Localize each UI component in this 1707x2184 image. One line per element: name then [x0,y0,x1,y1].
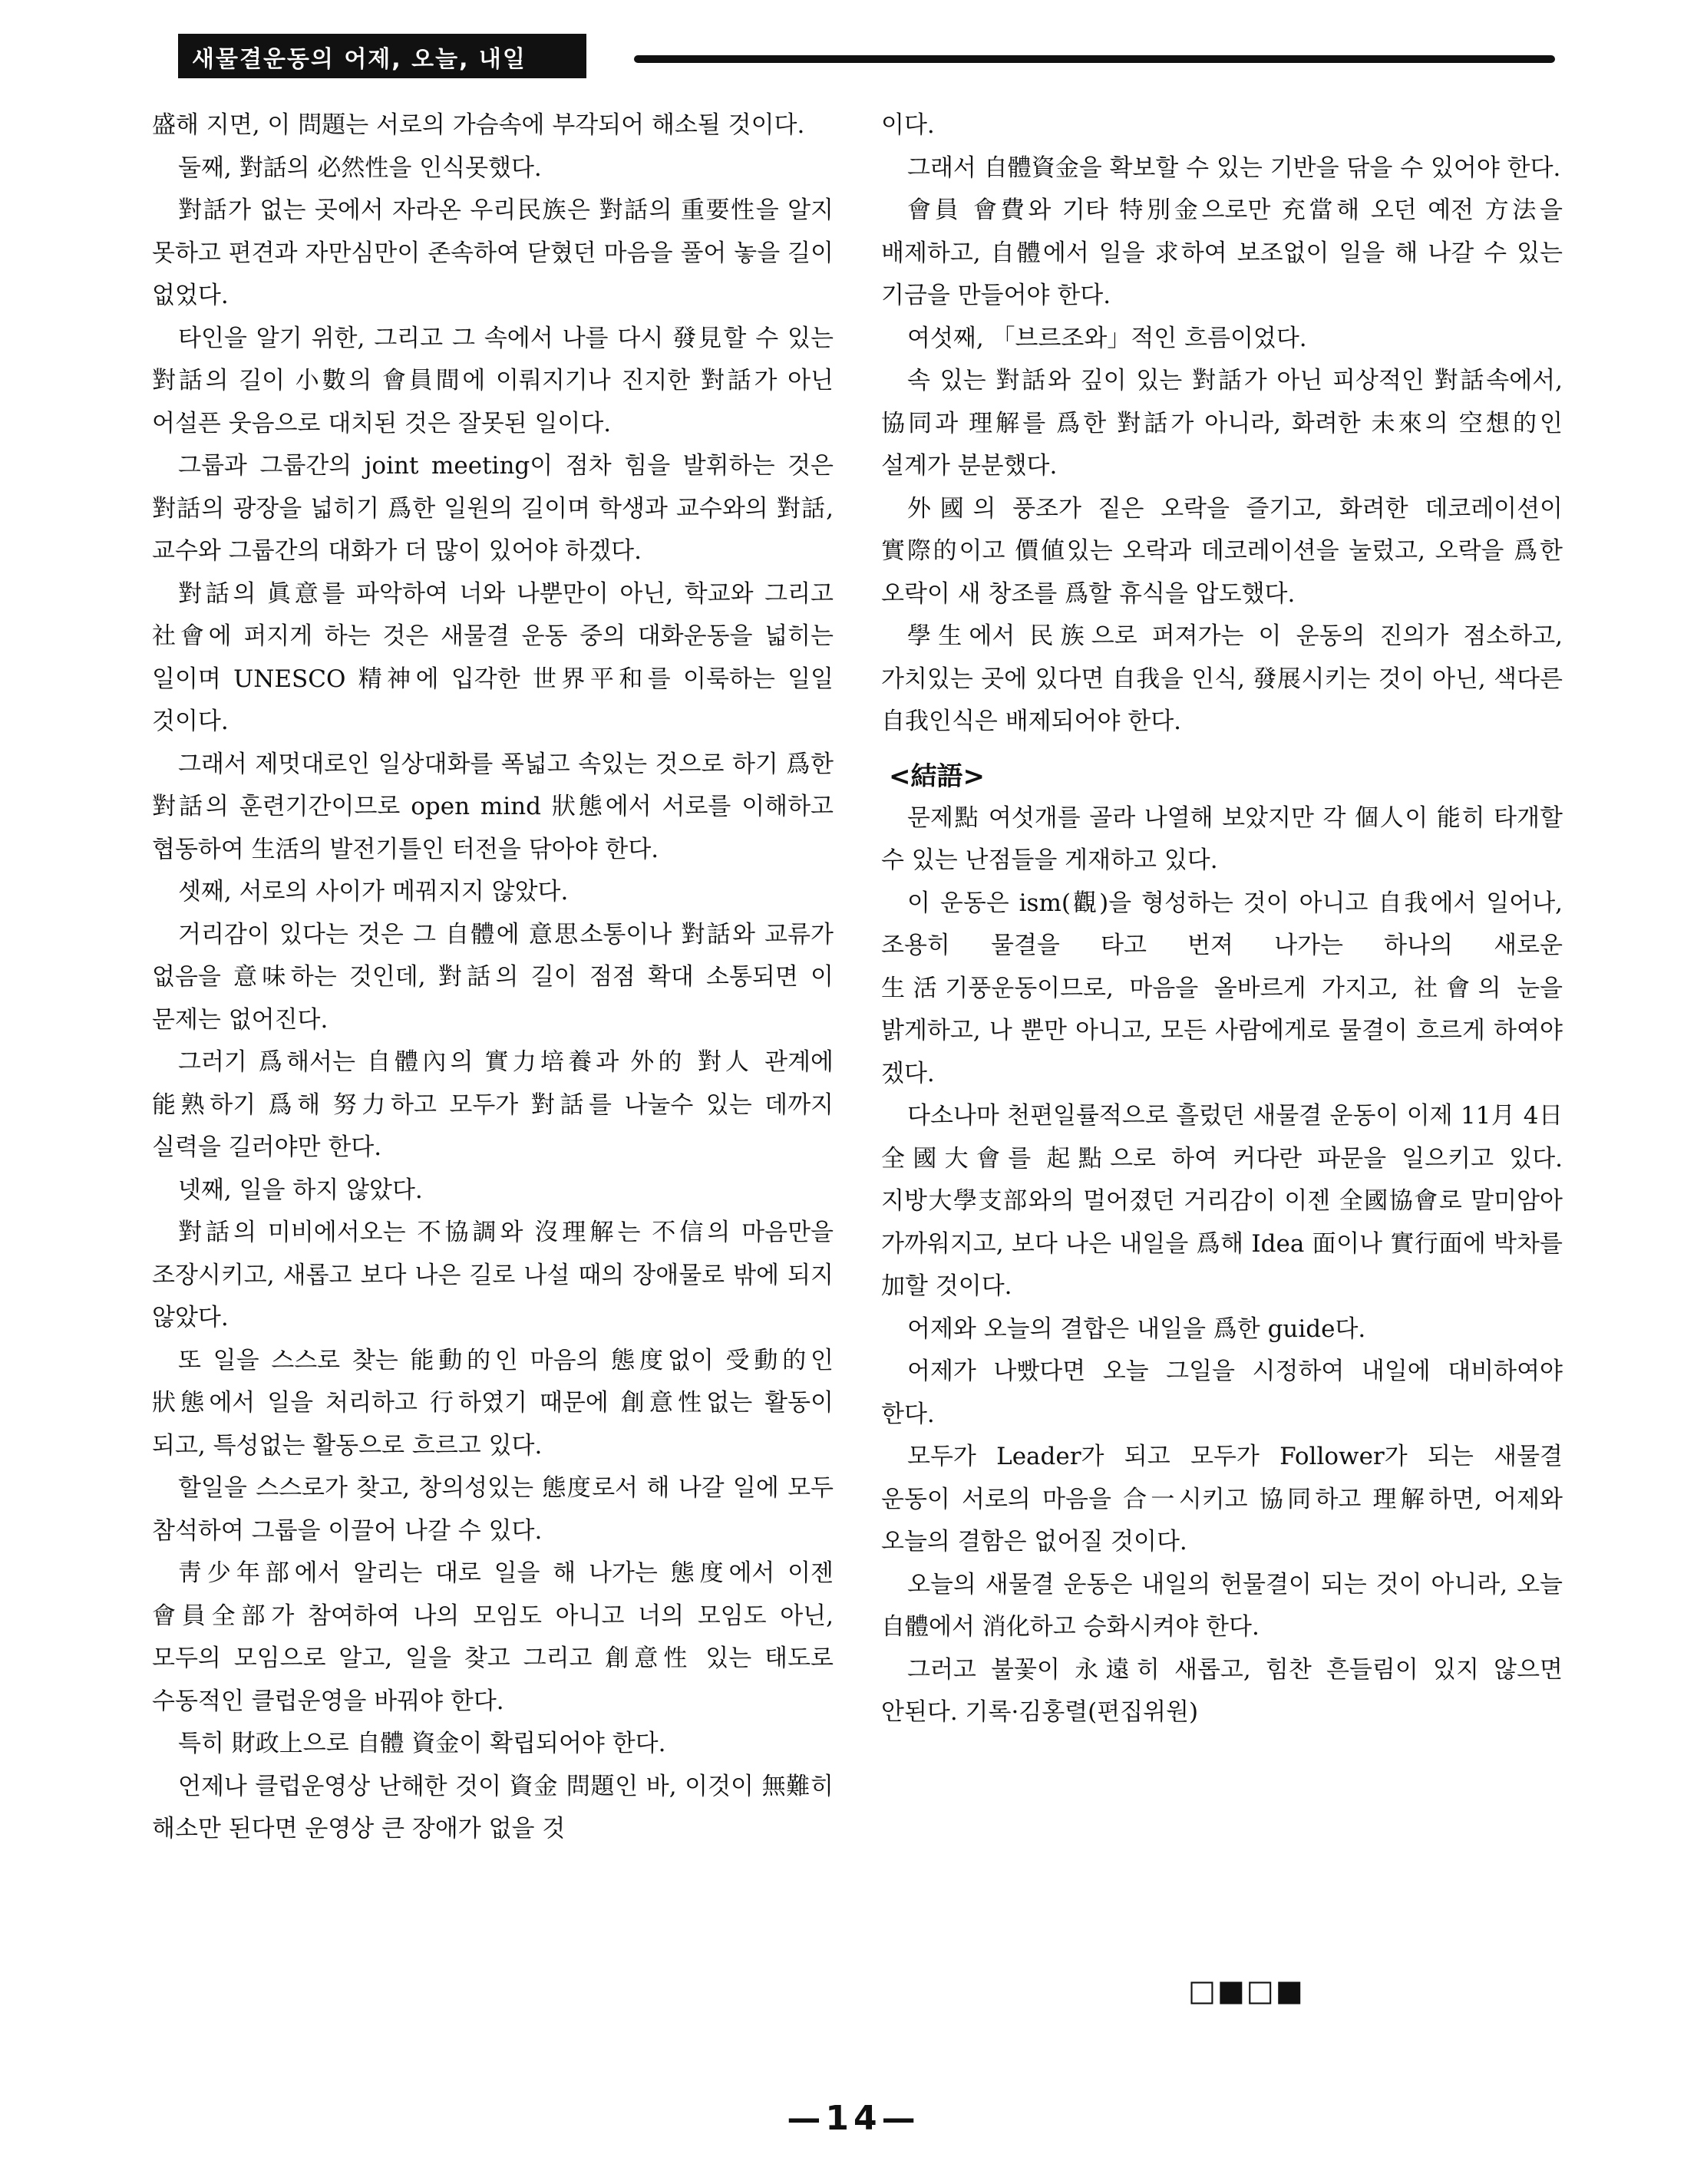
paragraph: 오늘의 새물결 운동은 내일의 헌물결이 되는 것이 아니라, 오늘 自體에서 消化하고 승화시켜야 한다. [881,1570,1563,1641]
running-header [178,34,586,78]
paragraph: 모두가 Leader가 되고 모두가 Follower가 되는 새물결 운동이 서로의 마음을 合一시키고 協同하고 理解하면, 어제와 오늘의 결함은 없어질 것이다. [881,1443,1563,1556]
paragraph: 靑少年部에서 알리는 대로 일을 해 나가는 態度에서 이젠 會員全部가 참여하여 나의 모임도 아니고 너의 모임도 아닌, 모두의 모임으로 알고, 일을 찾고 그리고 創意性 있는 태도로 수동적인 클럽운영을 바꿔야 한다. [152,1559,834,1715]
paragraph: 거리감이 있다는 것은 그 自體에 意思소통이나 對話와 교류가 없음을 意味하는 것인데, 對話의 길이 점점 확대 소통되면 이 문제는 없어진다. [152,920,834,1034]
paragraph: 셋째, 서로의 사이가 메꿔지지 않았다. [178,878,569,906]
paragraph: 타인을 알기 위한, 그리고 그 속에서 나를 다시 發見할 수 있는 對話의 길이 小數의 會員間에 이뤄지기나 진지한 對話가 아닌 어설픈 웃음으로 대치된 것은 잘못된 일이다. [152,324,834,437]
page-number: —14— [787,2099,920,2138]
paragraph: 어제와 오늘의 결합은 내일을 爲한 guide다. [907,1315,1366,1343]
paragraph: 會員 會費와 기타 特別金으로만 充當해 오던 예전 方法을 배제하고, 自體에서 일을 求하여 보조없이 일을 해 나갈 수 있는 기금을 만들어야 한다. [881,196,1563,309]
paragraph: 둘째, 對話의 必然性을 인식못했다. [178,153,542,182]
paragraph: 여섯째, 「브르조와」적인 흐름이었다. [907,324,1307,352]
section-heading-conclusion: <結語> [889,760,985,792]
paragraph: 그러기 爲해서는 自體內의 實力培養과 外的 對人 관계에 能熟하기 爲해 努力하고 모두가 對話를 나눌수 있는 데까지 실력을 길러야만 한다. [152,1048,834,1161]
paragraph: 할일을 스스로가 찾고, 창의성있는 態度로서 해 나갈 일에 모두 참석하여 그룹을 이끌어 나갈 수 있다. [152,1474,834,1545]
paragraph: 盛해 지면, 이 問題는 서로의 가슴속에 부각되어 해소될 것이다. [152,111,805,139]
paragraph: 對話의 眞意를 파악하여 너와 나뿐만이 아닌, 학교와 그리고 社會에 퍼지게 하는 것은 새물결 운동 중의 대화운동을 넓히는 일이며 UNESCO 精神에 입각한 世界平和를 이룩하는 일일 것이다. [152,579,834,735]
paragraph: 그래서 제멋대로인 일상대화를 폭넓고 속있는 것으로 하기 爲한 對話의 훈련기간이므로 open mind 狀態에서 서로를 이해하고 협동하여 生活의 발전기틀인 터전을 닦아야 한다. [152,750,834,863]
paragraph: 넷째, 일을 하지 않았다. [178,1176,423,1204]
paragraph: 언제나 클럽운영상 난해한 것이 資金 問題인 바, 이것이 無難히 해소만 된다면 운영상 큰 장애가 없을 것 [152,1772,834,1843]
paragraph: 속 있는 對話와 깊이 있는 對話가 아닌 피상적인 對話속에서, 協同과 理解를 爲한 對話가 아니라, 화려한 未來의 空想的인 설계가 분분했다. [881,367,1563,480]
paragraph: 對話의 미비에서오는 不協調와 沒理解는 不信의 마음만을 조장시키고, 새롭고 보다 나은 길로 나설 때의 장애물로 밖에 되지 않았다. [152,1219,834,1331]
header-rule [634,55,1555,63]
left-column [152,104,834,1851]
paragraph: 그래서 自體資金을 확보할 수 있는 기반을 닦을 수 있어야 한다. [907,153,1561,182]
end-of-article-mark: □■□■ [1188,1974,1305,2007]
paragraph: 그러고 불꽃이 永遠히 새롭고, 힘찬 흔들림이 있지 않으면 안된다. 기록·김홍렬(편집위원) [881,1655,1563,1726]
paragraph: 다소나마 천편일률적으로 흘렀던 새물결 운동이 이제 11月 4日 全國大會를 起點으로 하여 커다란 파문을 일으키고 있다. 지방大學支部와의 멀어졌던 거리감이 이젠 全國協會로 말미암아 가까워지고, 보다 나은 내일을 爲해 Idea 面이나 實行面에 박차를 加할 것이다. [881,1102,1563,1300]
running-header-title: 새물결운동의 어제, 오늘, 내일 [192,46,527,73]
right-column [881,104,1563,1734]
paragraph: 문제點 여섯개를 골라 나열해 보았지만 각 個人이 能히 타개할 수 있는 난점들을 게재하고 있다. [881,803,1563,874]
paragraph: 어제가 나빴다면 오늘 그일을 시정하여 내일에 대비하여야 한다. [881,1358,1563,1428]
paragraph: 對話가 없는 곳에서 자라온 우리民族은 對話의 重要性을 알지 못하고 편견과 자만심만이 존속하여 닫혔던 마음을 풀어 놓을 길이 없었다. [152,196,834,309]
paragraph: 또 일을 스스로 찾는 能動的인 마음의 態度없이 受動的인 狀態에서 일을 처리하고 行하였기 때문에 創意性없는 활동이 되고, 특성없는 활동으로 흐르고 있다. [152,1346,834,1460]
paragraph: 이 운동은 ism(觀)을 형성하는 것이 아니고 自我에서 일어나, 조용히 물결을 타고 번져 나가는 하나의 새로운 生活기풍운동이므로, 마음을 올바르게 가지고, 社會의 눈을 밝게하고, 나 뿐만 아니고, 모든 사람에게로 물결이 흐르게 하여야 겠다. [881,889,1563,1087]
paragraph: 學生에서 民族으로 퍼져가는 이 운동의 진의가 점소하고, 가치있는 곳에 있다면 自我을 인식, 發展시키는 것이 아닌, 색다른 自我인식은 배제되어야 한다. [881,622,1563,735]
paragraph: 특히 財政上으로 自體 資金이 확립되어야 한다. [178,1730,666,1757]
paragraph: 外國의 풍조가 짙은 오락을 즐기고, 화려한 데코레이션이 實際的이고 價値있는 오락과 데코레이션을 눌렀고, 오락을 爲한 오락이 새 창조를 爲할 휴식을 압도했다. [881,494,1563,608]
paragraph: 이다. [881,111,935,139]
paragraph: 그룹과 그룹간의 joint meeting이 점차 힘을 발휘하는 것은 對話의 광장을 넓히기 爲한 일원의 길이며 학생과 교수와의 對話, 교수와 그룹간의 대화가 더 많이 있어야 하겠다. [152,452,834,565]
